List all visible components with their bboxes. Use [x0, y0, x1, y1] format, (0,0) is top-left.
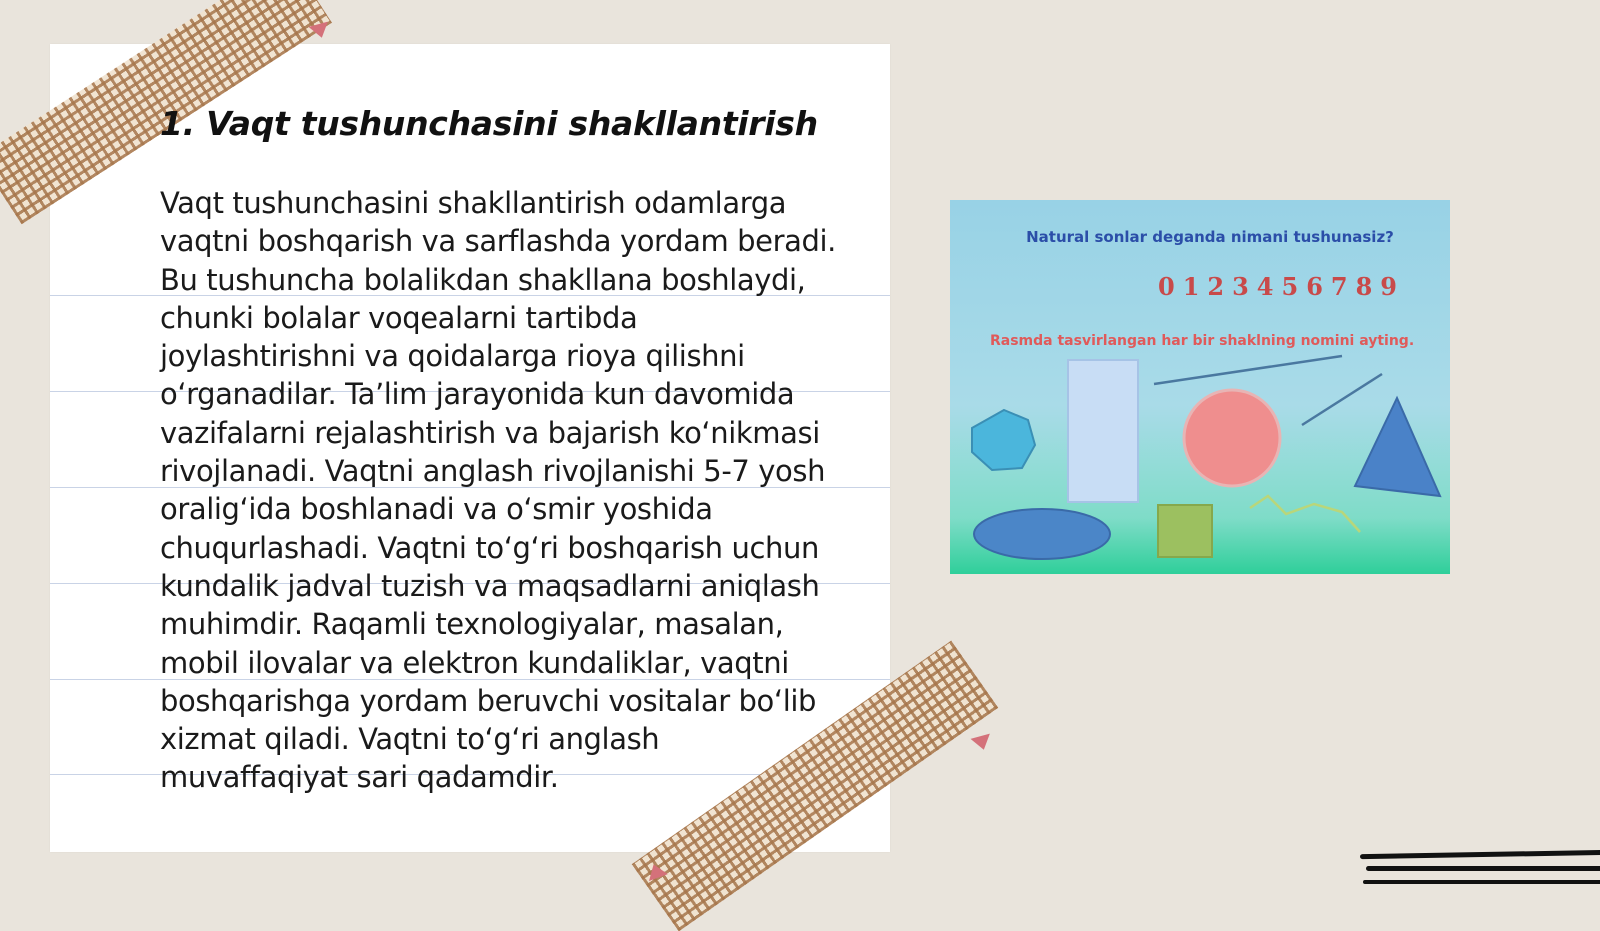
slide-title: 1. Vaqt tushunchasini shakllantirish [160, 104, 818, 143]
zigzag-line-shape [1250, 496, 1360, 532]
triangle-shape [1355, 398, 1440, 496]
ray-shape [1302, 374, 1382, 425]
decorative-stripe [1363, 880, 1600, 884]
decorative-stripe [1360, 850, 1600, 859]
ellipse-shape [974, 509, 1110, 559]
slide-body-text: Vaqt tushunchasini shakllantirish odamlarga vaqtni boshqarish va sarflashda yordam beradi. Bu tushuncha bolalikdan shakllana boshlaydi, chunki bolalar voqealarni tartibda joylashtirishni va qoidalarga rioya qilishni o‘rganadilar. Ta’lim jarayonida kun davomida vazifalarni rejalashtirish va bajarish ko‘nikmasi rivojlanadi. Vaqtni anglash rivojlanishi 5-7 yosh oralig‘ida boshlanadi va o‘smir yoshida chuqurlashadi. Vaqtni to‘g‘ri boshqarish uchun kundalik jadval tuzish va maqsadlarni aniqlash muhimdir. Raqamli texnologiyalar, masalan, mobil ilovalar va elektron kundaliklar, vaqtni boshqarishga yordam beruvchi vositalar bo‘lib xizmat qiladi. Vaqtni to‘g‘ri anglash muvaffaqiyat sari qadamdir. [160, 186, 836, 795]
shapes-illustration [950, 200, 1450, 574]
decorative-stripe [1366, 866, 1600, 871]
square-shape [1158, 505, 1212, 557]
pin-marker [971, 734, 994, 753]
illustration-digits: 0123456789 [1158, 272, 1405, 301]
illustration-question: Natural sonlar deganda nimani tushunasiz? [1026, 228, 1394, 246]
circle-shape [1184, 390, 1280, 486]
heptagon-shape [972, 410, 1035, 470]
illustration-prompt: Rasmda tasvirlangan har bir shaklning nomini ayting. [990, 333, 1415, 349]
rectangle-shape [1068, 360, 1138, 502]
shapes-drawing [950, 200, 1450, 574]
line-segment-shape [1154, 356, 1342, 384]
